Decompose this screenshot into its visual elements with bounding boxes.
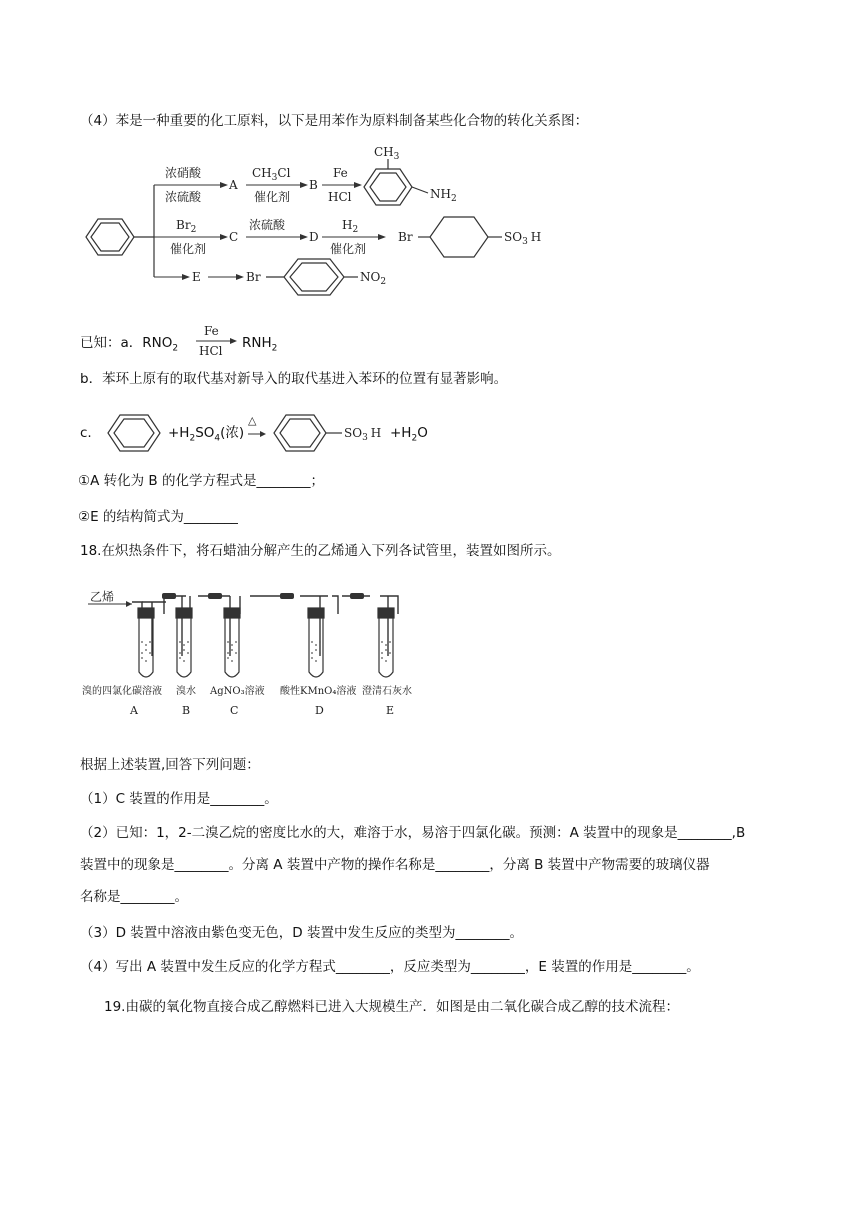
tube-b-letter: B [182,704,191,717]
tube-c-letter: C [230,704,239,717]
q17-sub2: ②E 的结构简式为________ [78,509,238,525]
tube-d-liquid-dot [319,652,321,654]
tube-b-liquid-dot [187,641,189,643]
tube-e-liquid-dot [381,641,383,643]
tube-d-liquid-dot [315,644,317,646]
cyclohexane-ring [430,217,488,257]
catalyst-1: 催化剂 [254,190,291,204]
q17-intro: （4）苯是一种重要的化工原料，以下是用苯作为原料制备某些化合物的转化关系图： [80,113,589,129]
tube-a-stopper [138,608,154,618]
tube-e-liquid-dot [385,660,387,662]
known-c-product [270,411,396,455]
q19-stem: 19.由碳的氧化物直接合成乙醇燃料已进入大规模生产．如图是由二氧化碳合成乙醇的技术流程： [104,999,679,1015]
tube-b-liquid-dot [179,641,181,643]
tube-a-liquid-dot [141,641,143,643]
svg-text:HCl: HCl [199,344,223,358]
svg-text:SO3H: $SO_3$ H [344,426,382,443]
ethylene-apparatus [80,584,420,720]
tube-a-liquid-dot [141,652,143,654]
q18-p3: （3）D 装置中溶液由紫色变无色，D 装置中发生反应的类型为________。 [80,925,523,941]
catalyst-2: 催化剂 [170,242,207,256]
tube-c-liquid-dot [231,660,233,662]
tube-e-liquid-dot [389,641,391,643]
svg-text:SO3H: $SO_3$ H [504,230,542,247]
benzene-conversion-scheme [78,145,598,305]
tube-a-liquid-dot [145,660,147,662]
catalyst-3: 催化剂 [330,242,367,256]
reagent-fe: Fe [333,166,348,180]
tube-a-liquid-dot [145,644,147,646]
tube-c-liquid-dot [231,649,233,651]
tube-c-liquid-dot [227,641,229,643]
tube-e-stopper [378,608,394,618]
tube-a-letter: A [130,704,138,717]
known-a-arrow [192,324,238,358]
svg-text:△: △ [248,414,257,427]
tube-a-liquid-dot [149,652,151,654]
reagent-nitric: 浓硝酸 [165,166,202,180]
tube-c-liquid-dot [231,644,233,646]
tube-d [309,618,323,677]
product2-br: Br [246,270,261,284]
tube-e-letter: E [386,704,395,717]
tube-d-stopper [308,608,324,618]
q18-stem: 18.在炽热条件下，将石蜡油分解产生的乙烯通入下列各试管里，装置如图所示。 [80,543,561,559]
tube-b-stopper [176,608,192,618]
svg-text:H2: $H_2$ [342,218,359,235]
node-b: B [309,178,318,192]
tube-b-reagent: 溴水 [176,686,196,697]
q18-p4: （4）写出 A 装置中发生反应的化学方程式________，反应类型为________，E 装置的作用是________。 [80,959,700,975]
product-br: Br [398,230,413,244]
tube-b-liquid-dot [179,652,181,654]
svg-text:NO2: $NO_2$ [360,270,387,287]
q18-p2-line1: （2）已知：1，2-二溴乙烷的密度比水的大，难溶于水，易溶于四氯化碳。预测：A 装置中的现象是________,B [80,825,746,841]
tube-a-liquid-dot [145,649,147,651]
tube-a-liquid-dot [149,641,151,643]
tube-c-liquid-dot [235,641,237,643]
known-c-benzene [104,411,164,455]
known-a-prefix: 已知：a．$RNO_2$ [80,335,179,354]
tube-a-reagent: 溴的四氯化碳溶液 [82,686,162,697]
tube-d-reagent: 酸性KMnO₄溶液 [280,686,357,697]
tube-b-liquid-dot [183,644,185,646]
known-a-product: $RNH_2$ [242,335,278,354]
tube-d-liquid-dot [319,641,321,643]
tube-e-liquid-dot [389,652,391,654]
known-c-label: c. [80,425,92,441]
svg-text:CH3: $CH_3$ [374,145,400,162]
toluidine-ring [364,169,412,205]
tube-c-stopper [224,608,240,618]
tube-e-liquid-dot [385,649,387,651]
known-c-reagent: $+H_2SO_4$(浓) [168,425,245,444]
nitrobenzene-ring [284,259,344,295]
svg-text:NH2: $NH_2$ [430,187,457,204]
tube-c-liquid-dot [235,652,237,654]
tube-d-letter: D [315,704,324,717]
reagent-hcl: HCl [328,190,352,204]
tube-b-liquid-dot [183,660,185,662]
tube-e-liquid-dot [385,644,387,646]
node-c: C [229,230,239,244]
tube-c [225,618,239,677]
svg-text:Fe: Fe [204,324,219,338]
tube-d-liquid-dot [311,657,313,659]
tube-c-reagent: AgNO₃溶液 [210,686,265,697]
tube-e-reagent: 澄清石灰水 [362,686,412,697]
reagent-sulfuric-2: 浓硫酸 [249,218,286,232]
tube-d-liquid-dot [311,652,313,654]
known-b: b．苯环上原有的取代基对新导入的取代基进入苯环的位置有显著影响。 [80,371,508,387]
tube-d-liquid-dot [311,641,313,643]
tube-a-liquid-dot [141,657,143,659]
tube-a [139,618,153,677]
tube-d-liquid-dot [315,660,317,662]
reagent-sulfuric: 浓硫酸 [165,190,202,204]
q18-p2-line3: 名称是________。 [80,889,188,905]
tube-e [379,618,393,677]
inlet-label: 乙烯 [90,590,115,604]
svg-text:Br2: $Br_2$ [176,218,197,235]
tube-e-liquid-dot [381,652,383,654]
tube-c-liquid-dot [227,652,229,654]
q18-p2-line2: 装置中的现象是________。分离 A 装置中产物的操作名称是________，分离 B 装置中产物需要的玻璃仪器 [80,857,710,873]
node-d: D [309,230,319,244]
q17-sub1: ①A 转化为 B 的化学方程式是________； [78,473,324,489]
known-c-water: $+H_2O$ [390,425,428,444]
tube-c-liquid-dot [227,657,229,659]
tube-e-liquid-dot [381,657,383,659]
q18-lead: 根据上述装置,回答下列问题： [80,757,260,773]
q18-p1: （1）C 装置的作用是________。 [80,791,278,807]
known-c-arrow [246,412,268,446]
tube-d-liquid-dot [315,649,317,651]
tube-b [177,618,191,677]
svg-text:CH3Cl: $CH_3Cl$ [252,166,291,183]
benzene-ring [86,219,134,255]
tube-b-liquid-dot [187,652,189,654]
tube-b-liquid-dot [183,649,185,651]
tube-b-liquid-dot [179,657,181,659]
node-a: A [229,178,238,192]
node-e: E [192,270,201,284]
